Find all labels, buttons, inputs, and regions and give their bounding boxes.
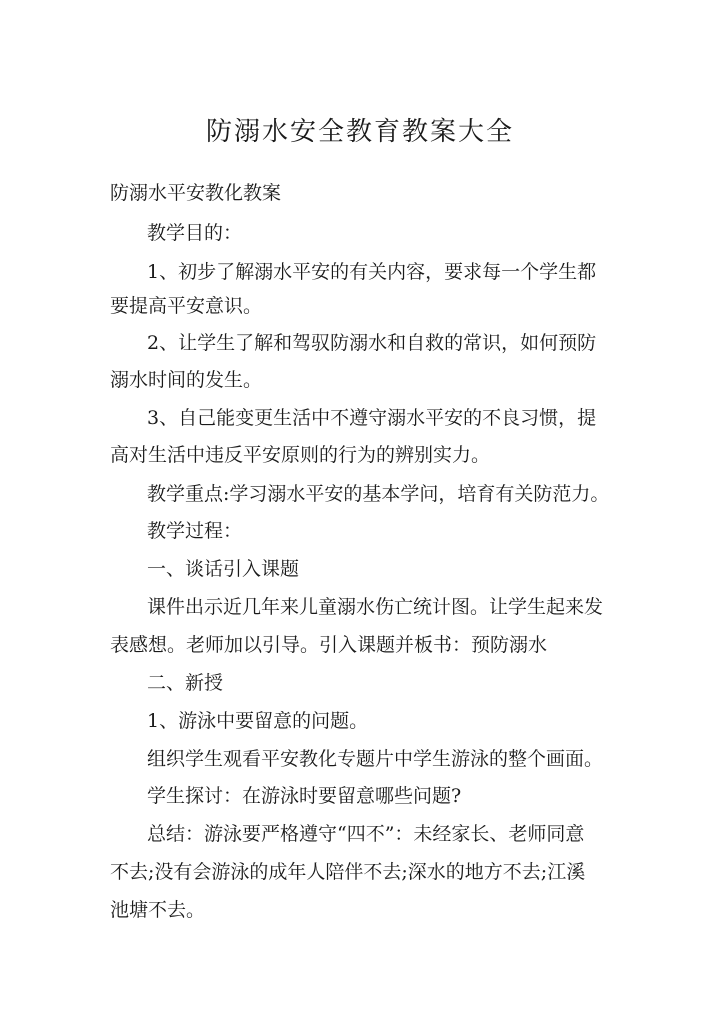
paragraph-line: 2、让学生了解和驾驭防溺水和自救的常识，如何预防	[147, 332, 597, 354]
document-title: 防溺水安全教育教案大全	[205, 117, 514, 147]
paragraph-line: 1、初步了解溺水平安的有关内容，要求每一个学生都	[147, 261, 597, 283]
paragraph-line: 3、自己能变更生活中不遵守溺水平安的不良习惯，提	[147, 407, 597, 429]
paragraph-line: 教学目的：	[147, 222, 243, 244]
paragraph-line: 学生探讨：在游泳时要留意哪些问题?	[147, 785, 462, 807]
paragraph-line: 不去;没有会游泳的成年人陪伴不去;深水的地方不去;江溪	[110, 861, 586, 883]
paragraph-line: 一、谈话引入课题	[147, 558, 300, 580]
paragraph-line: 二、新授	[147, 672, 224, 694]
paragraph-line: 池塘不去。	[110, 899, 206, 921]
paragraph-line: 总结：游泳要严格遵守“四不”：未经家长、老师同意	[147, 823, 585, 845]
paragraph-line: 表感想。老师加以引导。引入课题并板书：预防溺水	[110, 634, 548, 656]
section-heading: 防溺水平安教化教案	[110, 182, 282, 204]
paragraph-line: 1、游泳中要留意的问题。	[147, 710, 369, 732]
paragraph-line: 要提高平安意识。	[110, 295, 263, 317]
paragraph-line: 组织学生观看平安教化专题片中学生游泳的整个画面。	[147, 748, 604, 770]
paragraph-line: 高对生活中违反平安原则的行为的辨别实力。	[110, 444, 491, 466]
paragraph-line: 教学重点:学习溺水平安的基本学问，培育有关防范力。	[147, 483, 610, 505]
paragraph-line: 课件出示近几年来儿童溺水伤亡统计图。让学生起来发	[147, 596, 604, 618]
paragraph-line: 溺水时间的发生。	[110, 369, 263, 391]
paragraph-line: 教学过程：	[147, 520, 243, 542]
